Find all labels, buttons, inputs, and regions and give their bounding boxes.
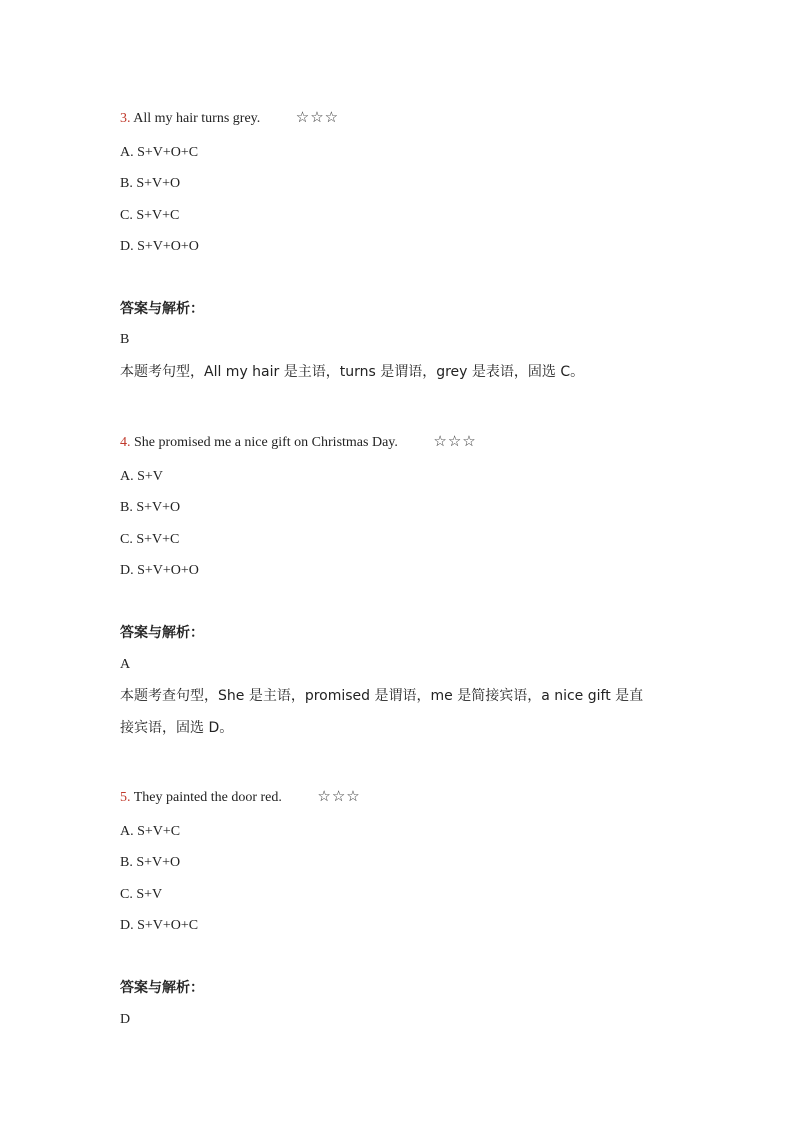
option-c: C. S+V+C (120, 208, 180, 223)
option-a: A. S+V (120, 469, 163, 484)
question-number: 4. (120, 435, 131, 450)
option-d: D. S+V+O+O (120, 239, 199, 254)
question-number: 3. (120, 111, 131, 126)
question-text: She promised me a nice gift on Christmas Day. (134, 435, 398, 450)
explanation-text-continued: 接宾语，固选 D。 (120, 720, 234, 736)
option-a: A. S+V+O+C (120, 145, 199, 160)
option-a: A. S+V+C (120, 824, 181, 839)
explanation-text: 本题考句型，All my hair 是主语，turns 是谓语，grey 是表语，固选 C。 (120, 364, 585, 380)
explanation-text: 本题考查句型，She 是主语，promised 是谓语，me 是简接宾语，a nice gift 是直 (120, 688, 644, 704)
option-d: D. S+V+O+C (120, 918, 199, 933)
answer-value: B (120, 332, 130, 347)
question-5-stem (120, 786, 361, 808)
question-number: 5. (120, 790, 131, 805)
answer-heading: 答案与解析： (120, 625, 204, 641)
difficulty-stars-icon: ☆☆☆ (295, 108, 340, 126)
option-d: D. S+V+O+O (120, 563, 199, 578)
question-text: They painted the door red. (133, 790, 282, 805)
answer-value: D (120, 1012, 131, 1027)
option-c: C. S+V+C (120, 532, 180, 547)
difficulty-stars-icon: ☆☆☆ (317, 787, 361, 805)
option-b: B. S+V+O (120, 176, 181, 191)
answer-value: A (120, 657, 131, 672)
answer-heading: 答案与解析： (120, 980, 204, 996)
difficulty-stars-icon: ☆☆☆ (433, 432, 477, 450)
option-b: B. S+V+O (120, 500, 181, 515)
answer-heading: 答案与解析： (120, 301, 204, 317)
question-4-stem (120, 431, 477, 453)
question-text: All my hair turns grey. (133, 111, 261, 126)
option-c: C. S+V (120, 887, 163, 902)
option-b: B. S+V+O (120, 855, 181, 870)
question-3-stem (120, 107, 339, 129)
